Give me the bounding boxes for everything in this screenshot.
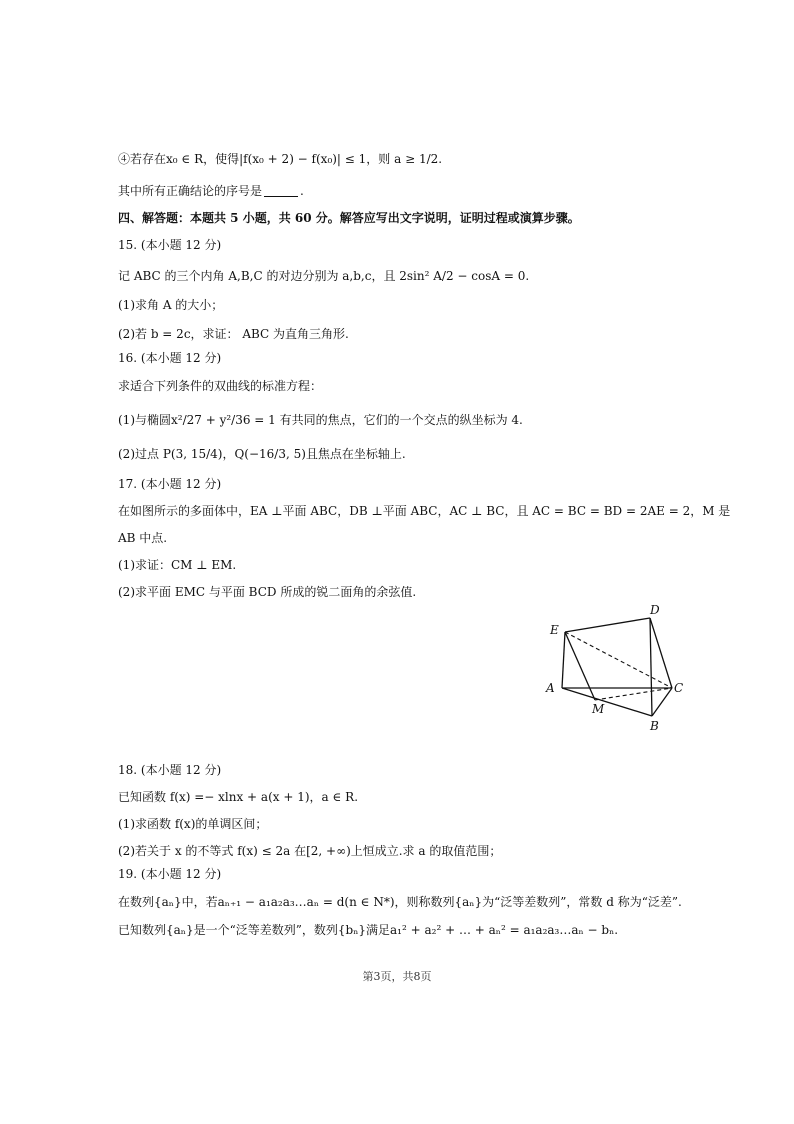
q16-part-1: (1)与椭圆x²/27 + y²/36 = 1 有共同的焦点，它们的一个交点的纵坐标为 4. — [118, 413, 523, 427]
edge-BC — [652, 688, 672, 716]
edge-EA — [562, 632, 565, 688]
edge-DB — [650, 618, 652, 716]
q19-heading: 19. (本小题 12 分) — [118, 867, 222, 881]
label-D: D — [650, 603, 660, 617]
q16-heading: 16. (本小题 12 分) — [118, 351, 222, 365]
label-C: C — [674, 681, 684, 695]
q17-part-2: (2)求平面 EMC 与平面 BCD 所成的锐二面角的余弦值. — [118, 585, 417, 599]
answer-blank[interactable] — [264, 184, 298, 197]
edge-AB — [562, 688, 652, 716]
polyhedron-figure — [540, 600, 690, 740]
edge-MC — [595, 688, 672, 700]
q17-body-line-2: AB 中点. — [118, 531, 168, 545]
section-4-heading: 四、解答题：本题共 5 小题，共 60 分。解答应写出文字说明，证明过程或演算步骤。 — [118, 211, 580, 225]
answer-prompt-line — [118, 183, 304, 199]
q19-body-line-1: 在数列{aₙ}中，若aₙ₊₁ − a₁a₂a₃…aₙ = d(n ∈ N*)，则称数列{aₙ}为“泛等差数列”，常数 d 称为“泛差”. — [118, 895, 682, 909]
q16-part-2: (2)过点 P(3, 15/4)，Q(−16/3, 5)且焦点在坐标轴上. — [118, 447, 406, 461]
q18-heading: 18. (本小题 12 分) — [118, 763, 222, 777]
q15-part-1: (1)求角 A 的大小； — [118, 298, 224, 312]
edge-EC — [565, 632, 672, 688]
edge-ED — [565, 618, 650, 632]
q19-body-line-2: 已知数列{aₙ}是一个“泛等差数列”，数列{bₙ}满足a₁² + a₂² + … + aₙ² = a₁a₂a₃…aₙ − bₙ. — [118, 923, 619, 937]
label-B: B — [650, 719, 659, 733]
q17-heading: 17. (本小题 12 分) — [118, 477, 222, 491]
q17-body-line-1: 在如图所示的多面体中，EA ⊥平面 ABC，DB ⊥平面 ABC，AC ⊥ BC，且 AC = BC = BD = 2AE = 2，M 是 — [118, 504, 731, 518]
label-A: A — [546, 681, 555, 695]
label-M: M — [592, 702, 605, 716]
q18-body: 已知函数 f(x) =− xlnx + a(x + 1)，a ∈ R. — [118, 790, 359, 804]
q15-body: 记 ABC 的三个内角 A,B,C 的对边分别为 a,b,c，且 2sin² A/2 − cosA = 0. — [118, 269, 530, 283]
q15-heading: 15. (本小题 12 分) — [118, 238, 222, 252]
option-4-line: ④若存在x₀ ∈ R，使得|f(x₀ + 2) − f(x₀)| ≤ 1，则 a ≥ 1/2. — [118, 152, 443, 166]
answer-prompt-text: 其中所有正确结论的序号是 — [118, 184, 263, 198]
q15-part-2: (2)若 b = 2c，求证： ABC 为直角三角形. — [118, 327, 349, 341]
q18-part-2: (2)若关于 x 的不等式 f(x) ≤ 2a 在[2, +∞)上恒成立.求 a 的取值范围； — [118, 844, 502, 858]
q18-part-1: (1)求函数 f(x)的单调区间； — [118, 817, 268, 831]
q17-part-1: (1)求证：CM ⊥ EM. — [118, 558, 237, 572]
edge-DC — [650, 618, 672, 688]
answer-prompt-end: . — [300, 184, 304, 198]
label-E: E — [550, 623, 559, 637]
q16-body: 求适合下列条件的双曲线的标准方程： — [118, 379, 323, 393]
page-footer: 第3页，共8页 — [362, 970, 432, 983]
